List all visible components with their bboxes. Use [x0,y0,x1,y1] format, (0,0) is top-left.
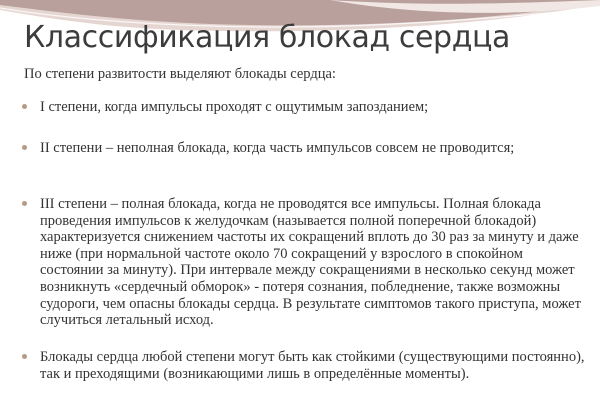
bullet-dot-icon [22,104,27,109]
bullet-text: Блокады сердца любой степени могут быть как стойкими (существующими постоянно), так и преходящими (возникающими лишь в определённые моменты). [40,349,585,382]
bullet-text: III степени – полная блокада, когда не проводятся все импульсы. Полная блокада проведения импульсов к желудочкам (называется полной поперечной блокадой) характеризуется снижением частоты их сокращений вплоть до 30 раз за минуту и даже ниже (при нормальной частоте около 70 сокращений у взрослого в спокойном состоянии за минуту). При интервале между сокращениями в несколько секунд может возникнуть «сердечный обморок» - потеря сознания, побледнение, также возможны судороги, чем опасны блокады сердца. В результате симптомов такого приступа, может случиться летальный исход. [40,196,581,329]
bullet-dot-icon [22,145,27,150]
bullet-text: II степени – неполная блокада, когда часть импульсов совсем не проводится; [40,140,515,156]
slide-title: Классификация блокад сердца [24,20,511,55]
bullet-dot-icon [22,201,27,206]
bullet-dot-icon [22,354,27,359]
intro-text: По степени развитости выделяют блокады сердца: [24,66,336,82]
bullet-text: I степени, когда импульсы проходят с ощутимым запозданием; [40,99,429,115]
